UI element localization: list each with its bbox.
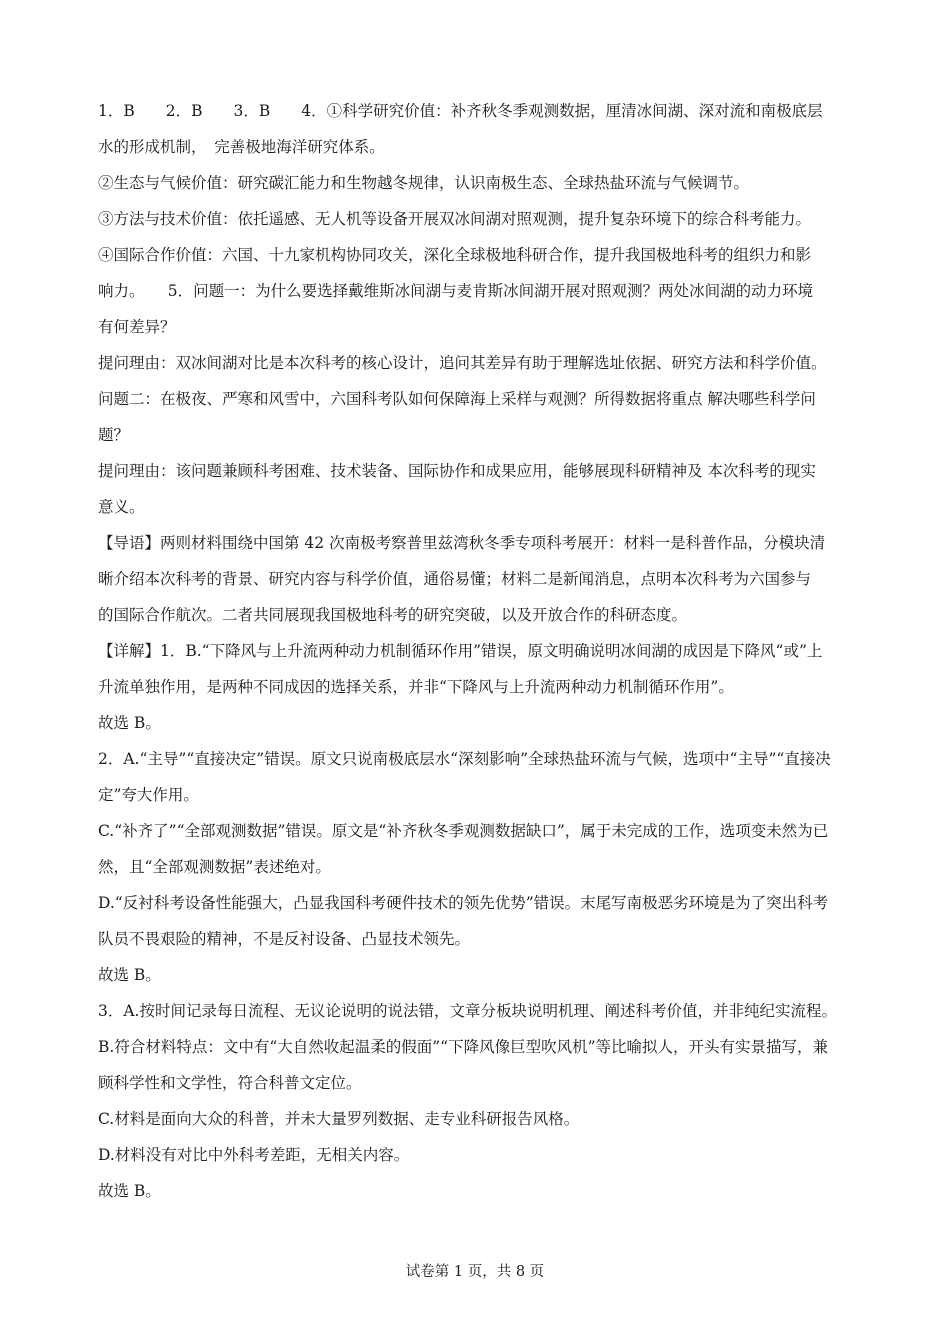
text-line: 故选 B。 — [98, 714, 161, 732]
text-line: 定”夸大作用。 — [98, 786, 199, 804]
text-line: 提问理由：双冰间湖对比是本次科考的核心设计，追问其差异有助于理解选址依据、研究方法和科学价值。 — [98, 354, 827, 372]
text-line: ③方法与技术价值：依托遥感、无人机等设备开展双冰间湖对照观测，提升复杂环境下的综合科考能力。 — [98, 210, 812, 228]
text-line: 题？ — [98, 426, 130, 444]
text-line: 提问理由：该问题兼顾科考困难、技术装备、国际协作和成果应用，能够展现科研精神及 本次科考的现实 — [98, 462, 816, 480]
text-line-guide: 【导语】两则材料围绕中国第 42 次南极考察普里兹湾秋冬季专项科考展开：材料一是科普作品，分模块清 — [98, 534, 826, 552]
text-line: 有何差异？ — [98, 318, 176, 336]
text-line-detail: 【详解】1．B.“下降风与上升流两种动力机制循环作用”错误，原文明确说明冰间湖的成因是下降风“或”上 — [98, 642, 823, 660]
answer-content — [98, 93, 854, 1209]
text-line: D.材料没有对比中外科考差距，无相关内容。 — [98, 1146, 410, 1164]
text-line: 队员不畏艰险的精神，不是反衬设备、凸显技术领先。 — [98, 930, 471, 948]
text-line-question-5: 响力。 5．问题一：为什么要选择戴维斯冰间湖与麦肯斯冰间湖开展对照观测？两处冰间湖的动力环境 — [98, 282, 814, 300]
text-line: 意义。 — [98, 498, 145, 516]
text-line: B.符合材料特点：文中有“大自然收起温柔的假面”“下降风像巨型吹风机”等比喻拟人，开头有实景描写，兼 — [98, 1038, 829, 1056]
text-line: 问题二：在极夜、严寒和风雪中，六国科考队如何保障海上采样与观测？所得数据将重点 解决哪些科学问 — [98, 390, 816, 408]
text-line: 然，且“全部观测数据”表述绝对。 — [98, 858, 331, 876]
text-line: ②生态与气候价值：研究碳汇能力和生物越冬规律，认识南极生态、全球热盐环流与气候调节。 — [98, 174, 750, 192]
text-line: 故选 B。 — [98, 966, 161, 984]
page-footer: 试卷第 1 页，共 8 页 — [405, 1264, 545, 1280]
text-line: 故选 B。 — [98, 1182, 161, 1200]
text-line: 升流单独作用，是两种不同成因的选择关系，并非“下降风与上升流两种动力机制循环作用”。 — [98, 678, 734, 696]
text-line: ④国际合作价值：六国、十九家机构协同攻关，深化全球极地科研合作，提升我国极地科考的组织力和影 — [98, 246, 812, 264]
text-line: 的国际合作航次。二者共同展现我国极地科考的研究突破，以及开放合作的科研态度。 — [98, 606, 688, 624]
text-line: 3．A.按时间记录每日流程、无议论说明的说法错，文章分板块说明机理、阐述科考价值，并非纯纪实流程。 — [98, 1002, 837, 1020]
text-line: 水的形成机制， 完善极地海洋研究体系。 — [98, 138, 385, 156]
text-line: C.“补齐了”“全部观测数据”错误。原文是“补齐秋冬季观测数据缺口”，属于未完成的工作，选项变未然为已 — [98, 822, 829, 840]
text-line: 顾科学性和文学性，符合科普文定位。 — [98, 1074, 362, 1092]
text-line: 2．A.“主导”“直接决定”错误。原文只说南极底层水“深刻影响”全球热盐环流与气候，选项中“主导”“直接决 — [98, 750, 831, 768]
text-line: 晰介绍本次科考的背景、研究内容与科学价值，通俗易懂；材料二是新闻消息，点明本次科考为六国参与 — [98, 570, 812, 588]
text-line: C.材料是面向大众的科普，并未大量罗列数据、走专业科研报告风格。 — [98, 1110, 580, 1128]
text-line-answers: 1．B 2．B 3．B 4．①科学研究价值：补齐秋冬季观测数据，厘清冰间湖、深对流和南极底层 — [98, 102, 823, 120]
text-line: D.“反衬科考设备性能强大，凸显我国科考硬件技术的领先优势”错误。末尾写南极恶劣环境是为了突出科考 — [98, 894, 829, 912]
